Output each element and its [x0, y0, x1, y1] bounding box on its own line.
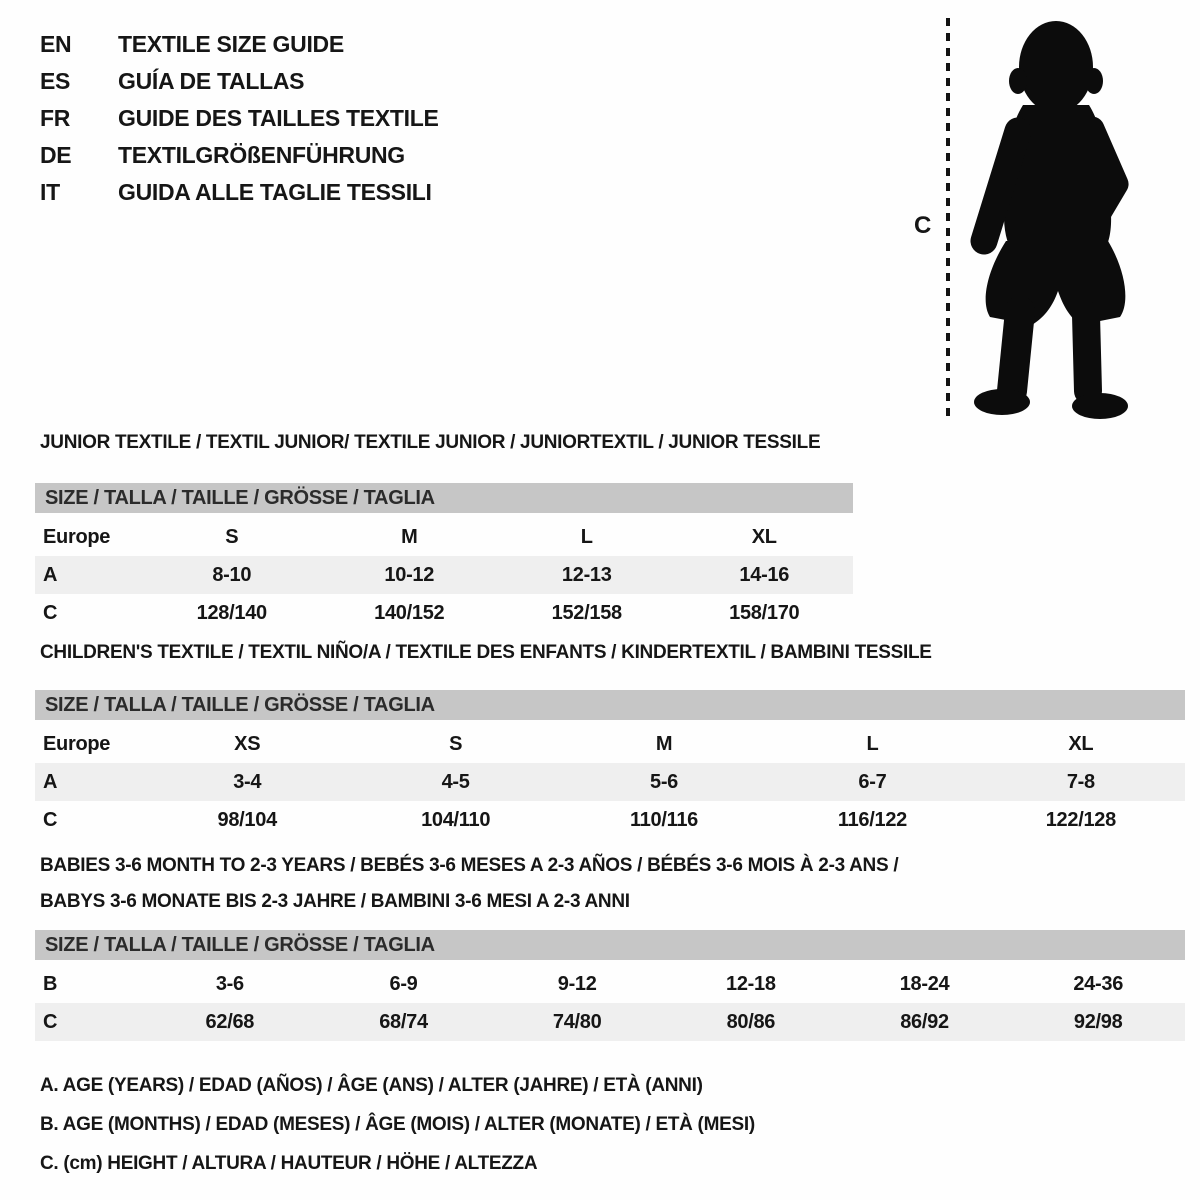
size-cell: 8-10: [212, 564, 252, 586]
size-cell: L: [866, 733, 879, 755]
language-label: GUÍA DE TALLAS: [118, 68, 305, 94]
junior-size-bar: SIZE / TALLA / TAILLE / GRÖSSE / TAGLIA: [35, 483, 853, 513]
size-cell: 110/116: [630, 809, 699, 831]
height-measure-line: [946, 18, 950, 416]
size-cell: 14-16: [739, 564, 790, 586]
size-cell: 12-18: [726, 973, 776, 995]
row-label: A: [43, 771, 58, 793]
babies-section-title: [40, 848, 1020, 920]
row-label: Europe: [43, 526, 111, 548]
size-cell: 74/80: [552, 1011, 602, 1033]
table-row: [35, 594, 853, 632]
size-cell: 7-8: [1066, 771, 1095, 793]
language-row: [40, 174, 439, 211]
language-code: FR: [40, 105, 71, 131]
size-cell: S: [449, 733, 463, 755]
size-cell: 92/98: [1073, 1011, 1123, 1033]
junior-size-table: [35, 483, 853, 632]
language-row: [40, 137, 439, 174]
language-row: [40, 100, 439, 137]
language-code: IT: [40, 179, 60, 205]
size-cell: 68/74: [379, 1011, 428, 1033]
row-label: C: [43, 602, 58, 624]
language-list: [40, 26, 439, 211]
language-row: [40, 26, 439, 63]
legend-line-b: B. AGE (MONTHS) / EDAD (MESES) / ÂGE (MOIS) / ALTER (MONATE) / ETÀ (MESI): [40, 1114, 755, 1135]
legend-line-c: C. (cm) HEIGHT / ALTURA / HAUTEUR / HÖHE / ALTEZZA: [40, 1153, 538, 1174]
junior-section-title: JUNIOR TEXTILE / TEXTIL JUNIOR/ TEXTILE JUNIOR / JUNIORTEXTIL / JUNIOR TESSILE: [40, 432, 821, 453]
table-row: [35, 801, 1185, 839]
table-row: [35, 965, 1185, 1003]
babies-size-bar: SIZE / TALLA / TAILLE / GRÖSSE / TAGLIA: [35, 930, 1185, 960]
table-row: [35, 1003, 1185, 1041]
babies-size-table: [35, 930, 1185, 1041]
children-size-bar: SIZE / TALLA / TAILLE / GRÖSSE / TAGLIA: [35, 690, 1185, 720]
language-code: DE: [40, 142, 72, 168]
babies-title-line1: BABIES 3-6 MONTH TO 2-3 YEARS / BEBÉS 3-6 MESES A 2-3 AÑOS / BÉBÉS 3-6 MOIS À 2-3 ANS /: [40, 855, 899, 876]
language-label: GUIDE DES TAILLES TEXTILE: [118, 105, 439, 131]
size-cell: 12-13: [561, 564, 612, 586]
size-cell: 86/92: [900, 1011, 949, 1033]
size-cell: 6-7: [858, 771, 887, 793]
size-cell: M: [401, 526, 418, 548]
size-cell: M: [655, 733, 673, 755]
size-cell: XL: [751, 526, 777, 548]
size-cell: 5-6: [650, 771, 679, 793]
size-cell: 3-4: [233, 771, 262, 793]
table-row: [35, 763, 1185, 801]
language-label: TEXTILGRÖßENFÜHRUNG: [118, 142, 405, 168]
language-label: TEXTILE SIZE GUIDE: [118, 31, 344, 57]
legend: [40, 1066, 755, 1183]
size-cell: 3-6: [215, 973, 244, 995]
children-section-title: CHILDREN'S TEXTILE / TEXTIL NIÑO/A / TEXTILE DES ENFANTS / KINDERTEXTIL / BAMBINI TESSILE: [40, 642, 932, 663]
row-label: Europe: [43, 733, 111, 755]
table-row: [35, 725, 1185, 763]
babies-title-line2: BABYS 3-6 MONATE BIS 2-3 JAHRE / BAMBINI 3-6 MESI A 2-3 ANNI: [40, 891, 630, 912]
row-label: B: [43, 973, 58, 995]
row-label: C: [43, 1011, 58, 1033]
language-code: EN: [40, 31, 72, 57]
children-size-table: [35, 690, 1185, 839]
size-cell: 4-5: [441, 771, 470, 793]
size-cell: XL: [1068, 733, 1094, 755]
size-cell: 62/68: [205, 1011, 255, 1033]
size-cell: L: [580, 526, 593, 548]
height-measure-label: C: [914, 212, 932, 239]
size-cell: 10-12: [384, 564, 435, 586]
size-cell: 24-36: [1073, 973, 1124, 995]
size-cell: 140/152: [374, 602, 445, 624]
size-cell: 128/140: [196, 602, 267, 624]
size-cell: 158/170: [729, 602, 800, 624]
size-cell: 104/110: [421, 809, 491, 831]
size-cell: 9-12: [557, 973, 597, 995]
size-cell: 6-9: [389, 973, 418, 995]
size-cell: 18-24: [899, 973, 950, 995]
size-cell: 116/122: [837, 809, 907, 831]
size-cell: 152/158: [551, 602, 622, 624]
legend-line-a: A. AGE (YEARS) / EDAD (AÑOS) / ÂGE (ANS) / ALTER (JAHRE) / ETÀ (ANNI): [40, 1075, 703, 1096]
toddler-silhouette-icon: [968, 18, 1140, 420]
size-cell: 122/128: [1045, 809, 1116, 831]
size-cell: 98/104: [217, 809, 277, 831]
table-row: [35, 556, 853, 594]
language-row: [40, 63, 439, 100]
table-row: [35, 518, 853, 556]
language-code: ES: [40, 68, 71, 94]
size-cell: 80/86: [726, 1011, 776, 1033]
language-label: GUIDA ALLE TAGLIE TESSILI: [118, 179, 432, 205]
row-label: A: [43, 564, 58, 586]
row-label: C: [43, 809, 58, 831]
size-cell: S: [225, 526, 239, 548]
size-cell: XS: [234, 733, 261, 755]
